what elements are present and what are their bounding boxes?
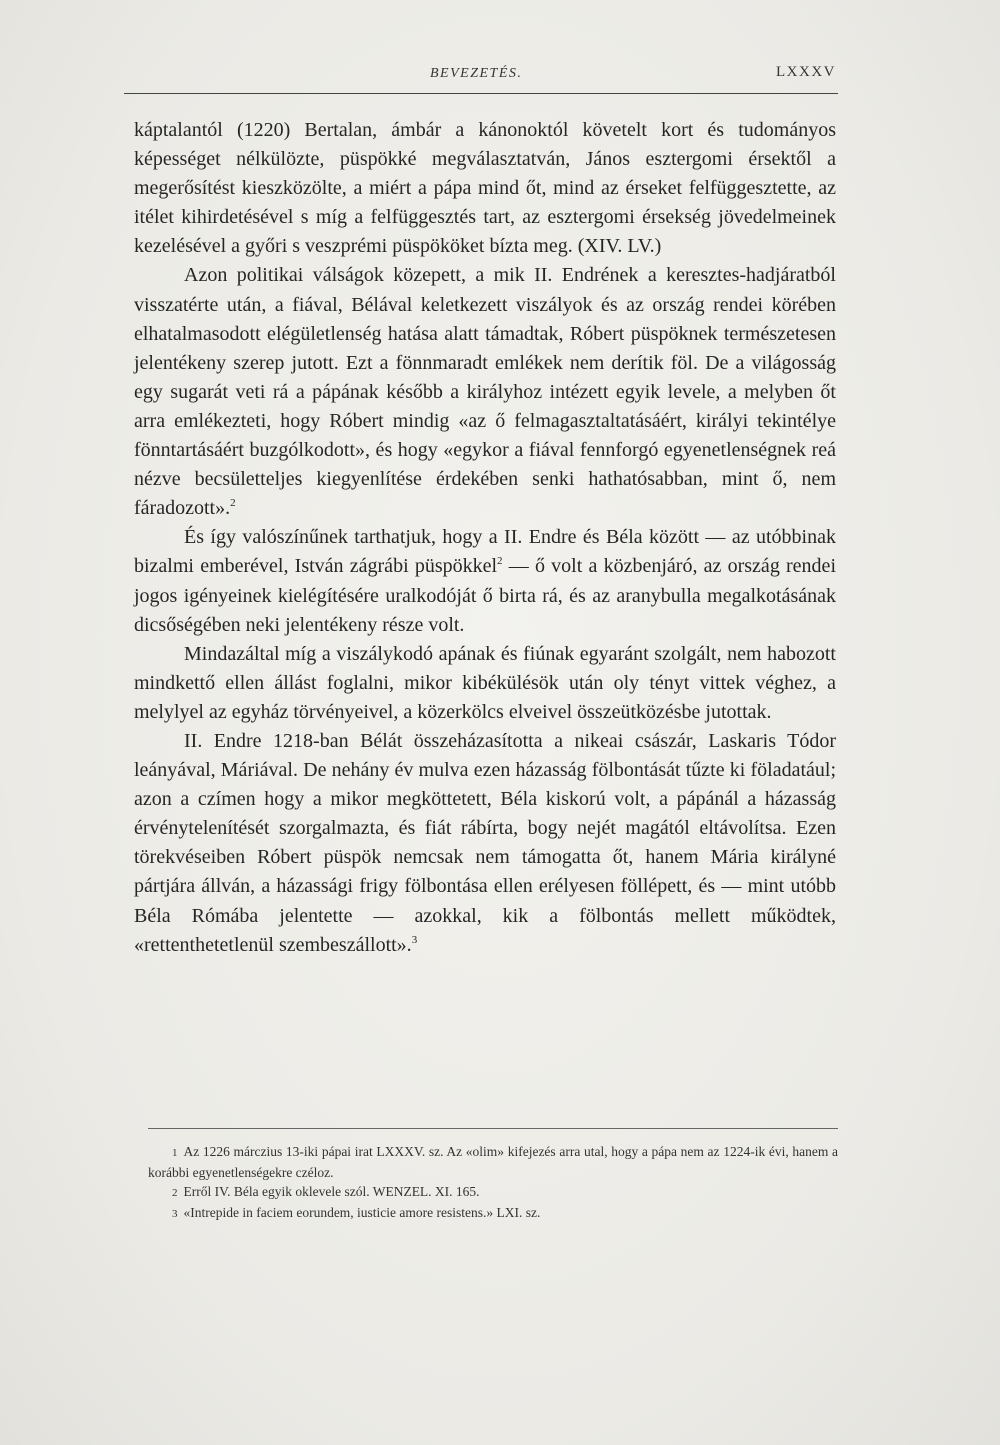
paragraph-3 [134,523,836,639]
footnote-ref-2: 2 [230,497,236,510]
footnote-text-2: Erről IV. Béla egyik oklevele szól. WENZEL. XI. 165. [183,1184,480,1199]
footnotes [148,1142,838,1224]
paragraph-1: káptalantól (1220) Bertalan, ámbár a kánonoktól követelt kort és tudományos képességet nélkülözte, püspökké megválasztatván, János esztergomi érsektől a megerősítést kieszközölte, a miért a pápa mind őt, mind az érseket felfüggesztette, az itélet kihirdetésével s míg a felfüggesztés tart, az esztergomi érsekség jövedelmeinek kezelésével a győri s veszprémi püspököket bízta meg. (XIV. LV.) [134,119,836,258]
paragraph-3-text-a: És így valószínűnek tarthatjuk, hogy a II. Endre és Béla között — az utóbbinak bizalmi emberével, István zágrábi püspökkel [134,526,836,578]
header-rule [124,93,838,94]
footnote-text-3: «Intrepide in faciem eorundem, iusticie amore resistens.» LXI. sz. [183,1205,541,1220]
page-header [134,62,836,90]
paragraph-5-text: II. Endre 1218-ban Bélát összeházasította a nikeai császár, Laskaris Tódor leányával, Máriával. De nehány év mulva ezen házasság fölbontását tűzte ki föladatául; azon a czímen hogy a mikor megköttetett, Béla kiskorú volt, a pápánál a házasság érvénytelenítését szorgalmazta, és fiát rábírta, bogy nejét magától eltávolítsa. Ezen törekvéseiben Róbert püspök nemcsak nem támogatta őt, hanem Mária királyné pártjára állván, a házassági frigy fölbontása ellen erélyesen föllépett, és — mint utóbb Béla Rómába jelentette — azokkal, kik a fölbontás mellett működtek, «rettenthetetlenül szembeszállott». [134,729,836,956]
footnote-ref-3: 3 [411,933,418,946]
running-head: BEVEZETÉS. [430,66,523,81]
paragraph-2 [134,261,836,523]
paragraph-4: Mindazáltal míg a viszálykodó apának és fiúnak egyaránt szolgált, nem habozott mindkettő ellen állást foglalni, mikor kibékülésök után oly tényt vittek véghez, a melylyel az egyház törvényeivel, a közerkölcs elveivel összeütközésbe jutottak. [134,642,836,723]
footnote-2 [148,1182,838,1203]
footnote-text-1: Az 1226 márczius 13-iki pápai irat LXXXV. sz. Az «olim» kifejezés arra utal, hogy a pápa nem az 1224-ik évi, hanem a korábbi egyenetlenségekre czéloz. [148,1144,838,1180]
paragraph-2-text: Azon politikai válságok közepett, a mik II. Endrének a keresztes-hadjáratból visszatérte után, a fiával, Bélával keletkezett viszályok és az ország rendei körében elhatalmasodott elégületlenség hatása alatt támadtak, Róbert püspöknek természetesen jelentékeny szerep jutott. Ezt a fönnmaradt emlékek nem derítik föl. De a világosság egy sugarát veti rá a pápának később a királyhoz intézett egyik levele, a melyben őt arra emlékezteti, hogy Róbert mindig «az ő felmagasztaltatásáért, királyi tekintélye fönntartásáért buzgólkodott», és hogy «egykor a fiával fennforgó egyenetlenségnek reá nézve becsületteljes kiegyenlítése érdekében senki hathatósabban, mint ő, nem fáradozott». [134,264,836,520]
footnote-3 [148,1203,838,1224]
page-number: LXXXV [776,64,836,80]
paragraph-3-text-b: — ő volt a közbenjáró, az ország rendei jogos igényeinek kielégítésére uralkodóját ő birta rá, és az aranybulla megalkotásának dicsőségében neki jelentékeny része volt. [134,555,836,636]
paragraph-5 [134,727,836,960]
footnote-1 [148,1142,838,1182]
main-text [134,116,836,960]
footnote-rule [148,1128,838,1129]
footnote-mark-3: 3 [172,1208,178,1220]
footnote-ref-2b: 2 [497,555,503,568]
footnote-mark-2: 2 [172,1187,178,1199]
footnote-mark-1: 1 [172,1147,178,1159]
